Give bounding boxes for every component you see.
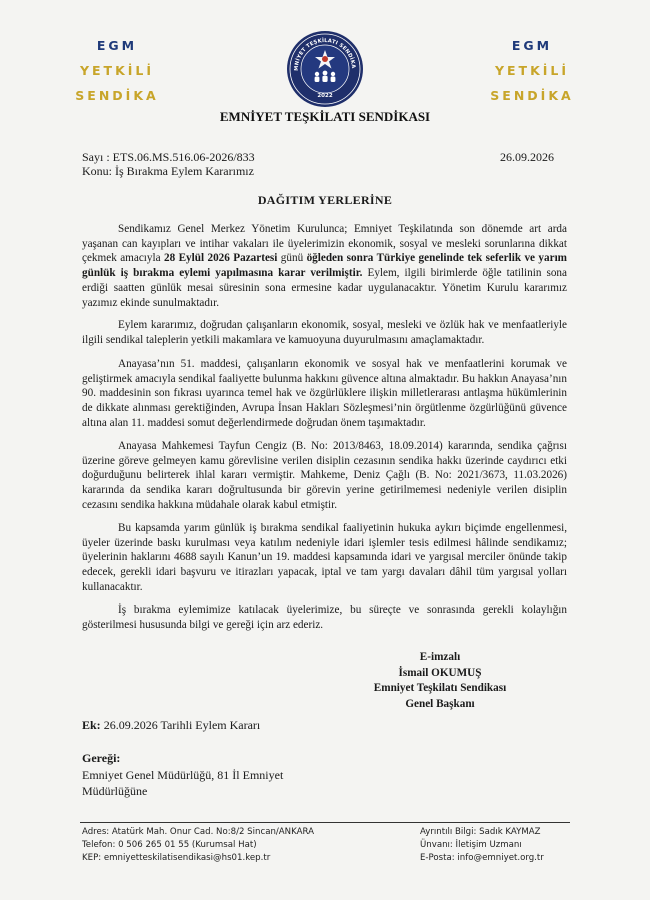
footer-contact-left bbox=[82, 826, 314, 864]
footer-email: E-Posta: info@emniyet.org.tr bbox=[420, 852, 544, 863]
footer-title: Ünvanı: İletişim Uzmanı bbox=[420, 839, 522, 850]
p4-text: Anayasa Mahkemesi Tayfun Cengiz (B. No: 2013/8463, 18.09.2014) kararında, sendika çağrısı üzerine göreve gelmeyen kamu görevlisine verilen disiplin cezasının sendika hakkı üzerinde caydırıcı etki doğurduğunu belirterek ihlal kararı vermiştir. Mahkeme, Deniz Çağlı (B. No: 2021/3673, 11.03.2026) kararında da sendika kararı doğrultusunda bir görevin yerine getirilmemesi nedeniyle verilen disiplin cezasını sendika hakkına müdahale olarak kabul etmiştir. bbox=[82, 440, 567, 511]
recipient-block bbox=[82, 750, 283, 800]
footer-info-person: Ayrıntılı Bilgi: Sadık KAYMAZ bbox=[420, 827, 541, 837]
attachment-label: Ek: bbox=[82, 718, 101, 732]
signature-block bbox=[350, 650, 530, 712]
footer-phone: Telefon: 0 506 265 01 55 (Kurumsal Hat) bbox=[82, 839, 257, 850]
header-left-line3: SENDİKA bbox=[75, 88, 159, 103]
recipient-label: Gereği: bbox=[82, 751, 121, 765]
recipient-line2: Müdürlüğüne bbox=[82, 784, 148, 798]
p1-date-bold: 28 Eylül 2026 Pazartesi bbox=[163, 252, 278, 265]
svg-text:2022: 2022 bbox=[317, 93, 333, 99]
signature-title: Genel Başkanı bbox=[405, 697, 475, 710]
p1-text-a: Sendikamız Genel Merkez Yönetim Kurulunca; Emniyet Teşkilatında son dönemde art arda yaşanan can kayıpları ve intihar vakaları ile üyelerimizin ekonomik, sosyal ve mesleki sorunlarına dikkat çekmek amacıyla bbox=[82, 223, 567, 265]
header-right-line2: YETKİLİ bbox=[494, 63, 570, 78]
signature-e-signed: E-imzalı bbox=[419, 651, 461, 663]
p6-text: İş bırakma eylemimize katılacak üyelerimize, bu süreçte ve sonrasında gerekli kolaylığın gösterilmesi hususunda bilgi ve gereği için arz ederiz. bbox=[82, 604, 567, 631]
paragraph-3 bbox=[82, 357, 567, 431]
attachment-line bbox=[82, 718, 260, 733]
union-seal-logo bbox=[286, 30, 364, 108]
header-right-label bbox=[477, 33, 587, 108]
signature-name: İsmail OKUMUŞ bbox=[398, 666, 482, 679]
header-right-line1: EGM bbox=[511, 38, 553, 53]
paragraph-2 bbox=[82, 318, 567, 347]
paragraph-5 bbox=[82, 521, 567, 595]
svg-text:EMNİYET TEŞKİLATI SENDİKASI: MNİYET TEŞKİLATI SENDİKA bbox=[293, 37, 357, 71]
p2-text: Eylem kararımız, doğrudan çalışanların ekonomik, sosyal, mesleki ve özlük hak ve menfaatleriyle ilgili sendikal taleplerin yetkili makamlara ve kamuoyuna duyurulmasını amaçlamaktadır. bbox=[82, 319, 567, 346]
header-left-line2: YETKİLİ bbox=[79, 63, 155, 78]
header-left-label bbox=[62, 33, 172, 108]
footer-address: Adres: Atatürk Mah. Onur Cad. No:8/2 Sincan/ANKARA bbox=[82, 827, 314, 837]
footer-contact-right bbox=[420, 826, 544, 864]
p1-text-e: Eylem, ilgili birimlerde öğle tatilinin sona erdiği saatten günlük mesai süresinin sona ermesine kadar uygulanacaktır. Yönetim Kurulu kararımız yazımız ekinde sunulmaktadır. bbox=[82, 267, 567, 309]
organization-title: EMNİYET TEŞKİLATI SENDİKASI bbox=[219, 109, 431, 124]
paragraph-1 bbox=[82, 222, 567, 310]
paragraph-6 bbox=[82, 603, 567, 632]
reference-number: Sayı : ETS.06.MS.516.06-2026/833 bbox=[82, 150, 255, 164]
paragraph-4 bbox=[82, 439, 567, 513]
subject-line: Konu: İş Bırakma Eylem Kararımız bbox=[82, 164, 254, 178]
footer-kep: KEP: emniyetteskilatisendikasi@hs01.kep.tr bbox=[82, 852, 271, 863]
signature-org: Emniyet Teşkilatı Sendikası bbox=[373, 682, 507, 694]
header-left-line1: EGM bbox=[96, 38, 138, 53]
header-right-line3: SENDİKA bbox=[490, 88, 574, 103]
recipient-line1: Emniyet Genel Müdürlüğü, 81 İl Emniyet bbox=[82, 767, 284, 782]
distribution-heading: DAĞITIM YERLERİNE bbox=[257, 193, 393, 207]
attachment-value: 26.09.2026 Tarihli Eylem Kararı bbox=[100, 718, 261, 732]
p3-text: Anayasa’nın 51. maddesi, çalışanların ekonomik ve sosyal hak ve menfaatlerini korumak ve geliştirmek amacıyla sendikal faaliyette bulunma hakkını güvence altına almaktadır. Bu hakkın Anayasa’nın 90. maddesinin son fıkrası uyarınca temel hak ve özgürlüklere ilişkin milletlerarası antlaşma hükümlerinin de dikkate alınması gerektiğinden, Avrupa İnsan Hakları Sözleşmesi’nin örgütlenme özgürlüğünü güvence altına alan 11. maddesi somut değerlendirmede doğrudan önem taşımaktadır. bbox=[82, 358, 567, 429]
p1-decision-bold: öğleden sonra Türkiye genelinde tek seferlik ve yarım günlük iş bırakma eylemi yapılmasına karar verilmiştir. bbox=[82, 252, 568, 280]
p1-text-c: günü bbox=[277, 252, 307, 265]
document-date: 26.09.2026 bbox=[500, 150, 554, 164]
p5-text: Bu kapsamda yarım günlük iş bırakma sendikal faaliyetinin hukuka aykırı biçimde engellenmesi, üyeler üzerinde baskı kurulması veya katılım nedeniyle idari işlemler tesis edilmesi hâlinde sendikamız; üyelerinin haklarını 4688 sayılı Kanun’un 19. maddesi kapsamında idari ve yargısal merciler önünde takip edecek, gerekli idari başvuru ve itirazları yapacak, iptal ve tam yargı davaları dâhil tüm yargısal yolları kullanacaktır. bbox=[82, 522, 567, 593]
footer-divider bbox=[80, 822, 570, 823]
